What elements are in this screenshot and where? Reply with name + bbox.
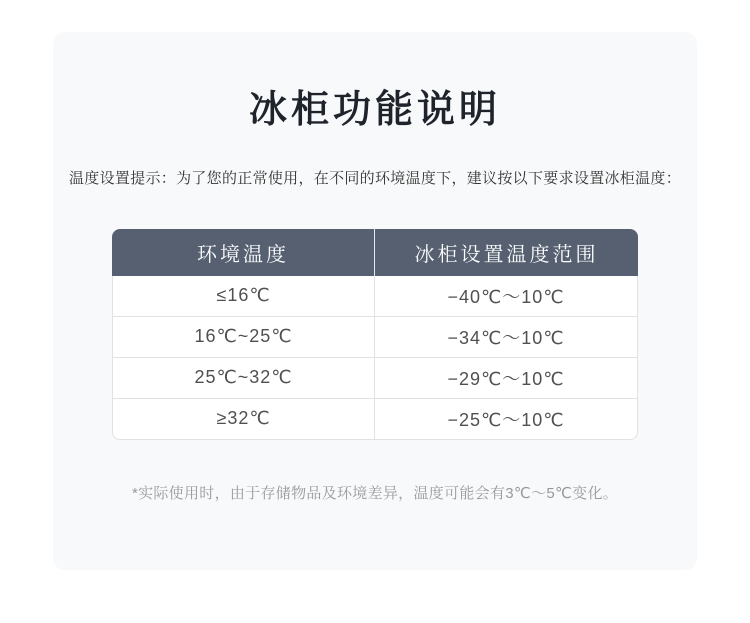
ambient-temp-cell: 25℃~32℃ xyxy=(113,358,375,398)
intro-text: 温度设置提示：为了您的正常使用，在不同的环境温度下，建议按以下要求设置冰柜温度： xyxy=(68,169,681,187)
table-header-ambient-temp: 环境温度 xyxy=(112,229,375,276)
setting-range-cell: −40℃～10℃ xyxy=(447,286,565,307)
table-row xyxy=(112,317,638,358)
ambient-temp-cell: ≤16℃ xyxy=(113,276,375,316)
ambient-temp-cell: ≥32℃ xyxy=(113,399,375,439)
page-title: 冰柜功能说明 xyxy=(248,89,501,131)
table-header-setting-range: 冰柜设置温度范围 xyxy=(414,243,599,266)
table-header-row xyxy=(112,229,638,276)
setting-range-cell: −29℃～10℃ xyxy=(447,368,565,389)
temperature-table xyxy=(112,229,638,440)
table-row xyxy=(112,399,638,440)
footnote-text: *实际使用时，由于存储物品及环境差异，温度可能会有3℃～5℃变化。 xyxy=(131,484,619,502)
setting-range-cell: −34℃～10℃ xyxy=(447,327,565,348)
table-row xyxy=(112,358,638,399)
content-card xyxy=(53,32,697,570)
setting-range-cell: −25℃～10℃ xyxy=(447,409,565,430)
table-row xyxy=(112,276,638,317)
ambient-temp-cell: 16℃~25℃ xyxy=(113,317,375,357)
